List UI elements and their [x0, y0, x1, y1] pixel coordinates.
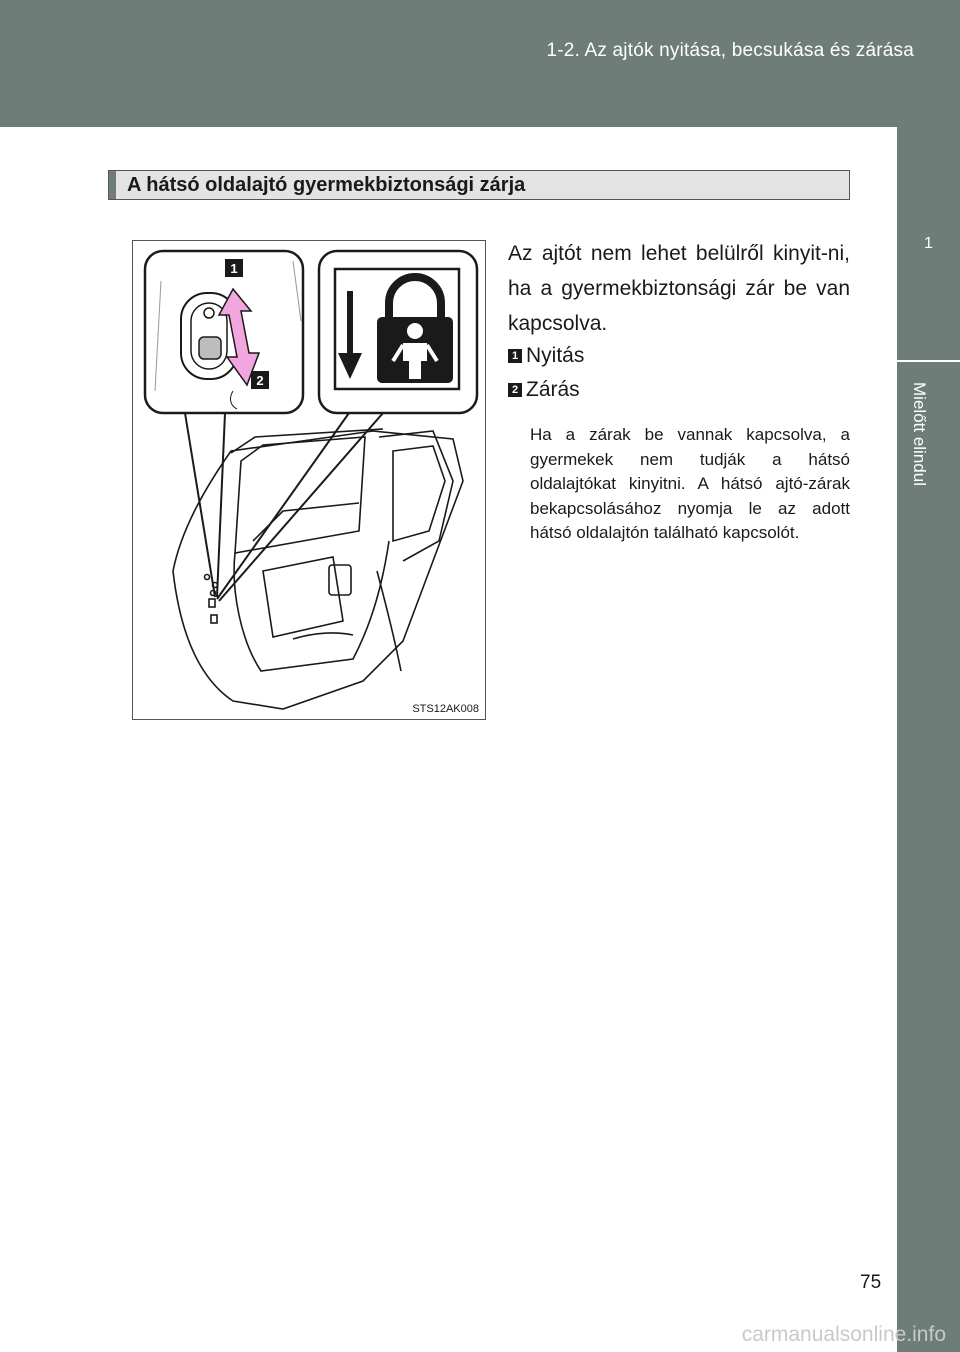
switch-screw [204, 308, 214, 318]
illustration [132, 240, 486, 720]
item-badge-1: 1 [508, 349, 522, 363]
child-head-icon [407, 323, 423, 339]
item-label-open: Nyitás [526, 344, 585, 367]
car-door-drawing [173, 429, 463, 709]
section-title: A hátsó oldalajtó gyermekbiztonsági zárja [127, 174, 526, 196]
chapter-number: 1 [924, 234, 933, 252]
page-header [0, 0, 960, 127]
chapter-number-tab [897, 127, 960, 360]
side-label-text: Mielőtt elindul [909, 382, 929, 486]
illustration-drawing [133, 241, 485, 719]
chapter-title: 1-2. Az ajtók nyitása, becsukása és zárása [546, 40, 914, 61]
item-label-close: Zárás [526, 378, 580, 401]
callout-badge-2-text: 2 [256, 373, 264, 388]
watermark: carmanualsonline.info [741, 1323, 946, 1346]
item-badge-2: 2 [508, 383, 522, 397]
list-item-open [508, 344, 584, 368]
figure-code: STS12AK008 [412, 703, 479, 715]
note-text: Ha a zárak be vannak kapcsolva, a gyermekek nem tudják a hátsó oldalajtókat kinyitni. A hátsó ajtó-zárak bekapcsolásához nyomja le az adott hátsó oldalajtón található kapcsolót. [530, 425, 850, 542]
page-number: 75 [860, 1272, 882, 1293]
intro-text: Az ajtót nem lehet belülről kinyit-ni, ha a gyermekbiztonsági zár be van kapcsolva. [508, 242, 850, 335]
pointer-line [217, 413, 225, 597]
section-header [108, 170, 850, 200]
list-item-close [508, 378, 580, 402]
callout-badge-1-text: 1 [230, 261, 238, 276]
side-label [897, 362, 960, 562]
down-arrow-shaft [347, 291, 353, 357]
pointer-line [185, 413, 215, 597]
switch-knob [199, 337, 221, 359]
